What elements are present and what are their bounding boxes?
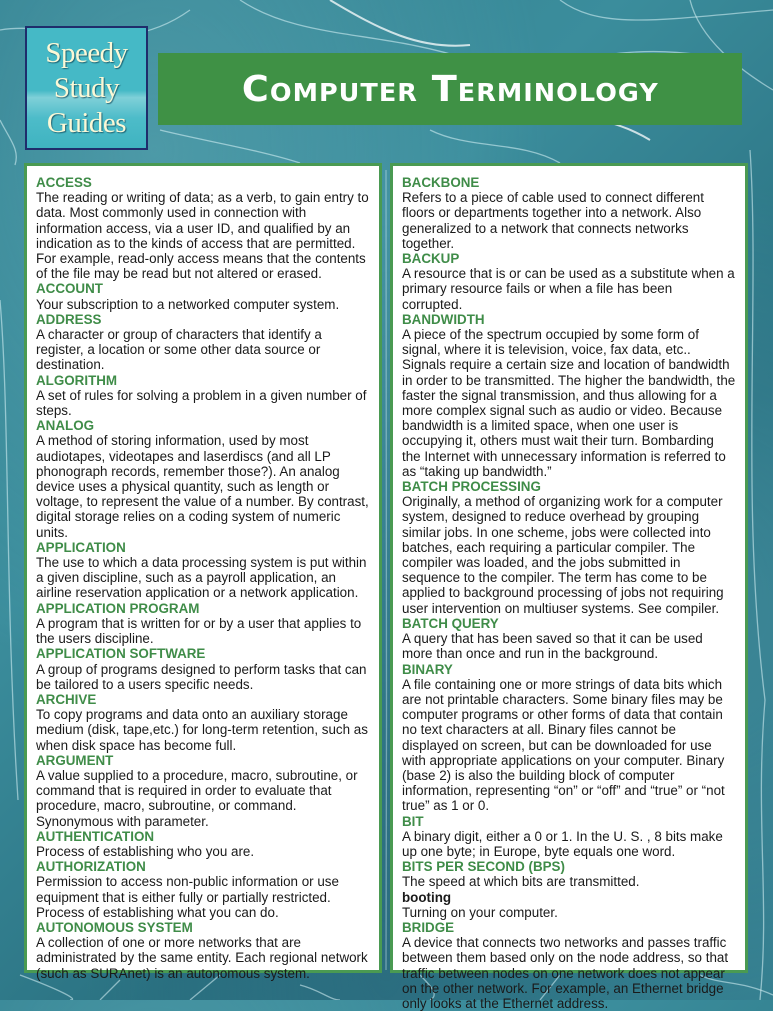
glossary-term: APPLICATION PROGRAM <box>36 600 200 616</box>
glossary-definition: The reading or writing of data; as a verb, to gain entry to data. Most commonly used in connection with information access, via a user ID, and qualified by an indication as to the kinds of access that are permitted. For example, read-only access means that the contents of the file may be read but not altered or erased. <box>36 190 369 282</box>
glossary-term: ALGORITHM <box>36 372 118 388</box>
glossary-term: BATCH QUERY <box>402 615 499 631</box>
glossary-definition: To copy programs and data onto an auxiliary storage medium (disk, tape,etc.) for long-term retention, such as when disk space has become full. <box>36 707 368 753</box>
glossary-column-right <box>390 163 748 1011</box>
glossary-definition: A piece of the spectrum occupied by some form of signal, where it is television, voice, fax data, etc.. Signals require a certain size and location of bandwidth in order to be transmitted. The higher the bandwidth, the faster the signal transmission, and thus allowing for a more complex signal such as audio or video. Because bandwidth is a limited space, when one user is occupying it, others must wait their turn. Bombarding the Internet with unnecessary information is referred to as “taking up bandwidth.” <box>402 327 736 479</box>
glossary-definition: A file containing one or more strings of data bits which are not printable characters. Some binary files may be computer programs or other forms of data that contain no text characters at all. Binary files cannot be displayed on screen, but can be downloaded for use with appropriate applications on your computer. Binary (base 2) is also the building block of computer information, representing “on” or “off” and “true” or “not true” as 1 or 0. <box>402 676 725 814</box>
logo-line: Study <box>53 71 120 104</box>
glossary-definition: The use to which a data processing system is put within a given discipline, such as a payroll application, an airline reservation application or a network application. <box>36 555 367 601</box>
glossary-term: APPLICATION SOFTWARE <box>36 646 206 662</box>
glossary-definition: A method of storing information, used by most audiotapes, videotapes and laserdiscs (and all LP phonograph records, remember those?). An analog device uses a physical quantity, such as length or voltage, to represent the value of a number. By contrast, digital storage relies on a coding system of numeric units. <box>36 433 369 540</box>
glossary-term: BATCH PROCESSING <box>402 479 541 495</box>
page-title: Computer Terminology <box>241 68 659 110</box>
glossary-definition: The speed at which bits are transmitted. <box>402 874 640 890</box>
glossary-term: BACKUP <box>402 251 460 267</box>
glossary-term: ADDRESS <box>36 311 102 327</box>
glossary-definition: A resource that is or can be used as a substitute when a primary resource fails or when a file has been corrupted. <box>402 266 735 312</box>
glossary-definition: Refers to a piece of cable used to connect different floors or departments together into a network. Also generalized to a network that connects networks together. <box>402 190 704 251</box>
glossary-term: ACCESS <box>36 175 92 190</box>
glossary-definition: A binary digit, either a 0 or 1. In the U. S. , 8 bits make up one byte; in Europe, byte equals one word. <box>402 828 723 859</box>
glossary-definition: Process of establishing who you are. <box>36 843 255 859</box>
logo-line: Guides <box>46 106 127 139</box>
glossary-definition: Permission to access non-public information or use equipment that is either fully or partially restricted. Process of establishing what you can do. <box>36 874 339 920</box>
title-banner <box>158 53 742 125</box>
glossary-term: ACCOUNT <box>36 281 103 297</box>
glossary-term: AUTHENTICATION <box>36 828 155 844</box>
glossary-definition: Originally, a method of organizing work for a computer system, designed to reduce overhead by grouping similar jobs. In one scheme, jobs were collected into batches, each requiring a particular compiler. The compiler was loaded, and the jobs submitted in sequence to the compiler. The term has come to be applied to background processing of jobs not requiring user intervention on multiuser systems. See compiler. <box>402 494 724 616</box>
glossary-term: BRIDGE <box>402 919 455 935</box>
glossary-definition: A device that connects two networks and passes traffic between them based only on the node address, so that traffic between nodes on one network does not appear on the other network. For example, an Ethernet bridge only looks at the Ethernet address. <box>402 935 729 1011</box>
glossary-definition: A group of programs designed to perform tasks that can be tailored to a users specific needs. <box>36 661 367 692</box>
glossary-term: BITS PER SECOND (BPS) <box>402 859 565 875</box>
glossary-definition: A value supplied to a procedure, macro, subroutine, or command that is required in order to evaluate that procedure, macro, subroutine, or command. Synonymous with parameter. <box>36 767 358 829</box>
glossary-column-left <box>24 163 382 981</box>
glossary-term: ARGUMENT <box>36 752 114 768</box>
glossary-definition: A program that is written for or by a user that applies to the users discipline. <box>36 615 362 647</box>
glossary-definition: A query that has been saved so that it can be used more than once and run in the background. <box>402 631 703 662</box>
glossary-term: ARCHIVE <box>36 691 97 707</box>
glossary-definition: A character or group of characters that identify a register, a location or some other data source or destination. <box>36 327 322 373</box>
glossary-term: booting <box>402 889 452 905</box>
glossary-term: AUTHORIZATION <box>36 859 146 875</box>
glossary-term: BACKBONE <box>402 175 480 190</box>
glossary-definition: Your subscription to a networked computer system. <box>36 296 340 312</box>
glossary-term: BINARY <box>402 661 453 677</box>
glossary-term: APPLICATION <box>36 539 126 555</box>
glossary-term: BANDWIDTH <box>402 311 485 327</box>
glossary-term: ANALOG <box>36 418 95 434</box>
glossary-definition: A collection of one or more networks that are administrated by the same entity. Each regional network (such as SURAnet) is an autonomous system. <box>36 935 368 981</box>
glossary-definition: A set of rules for solving a problem in a given number of steps. <box>36 387 367 419</box>
glossary-term: AUTONOMOUS SYSTEM <box>36 919 193 935</box>
glossary-term: BIT <box>402 813 424 829</box>
speedy-study-guides-logo <box>25 26 148 150</box>
glossary-definition: Turning on your computer. <box>402 904 558 920</box>
logo-line: Speedy <box>45 36 128 69</box>
